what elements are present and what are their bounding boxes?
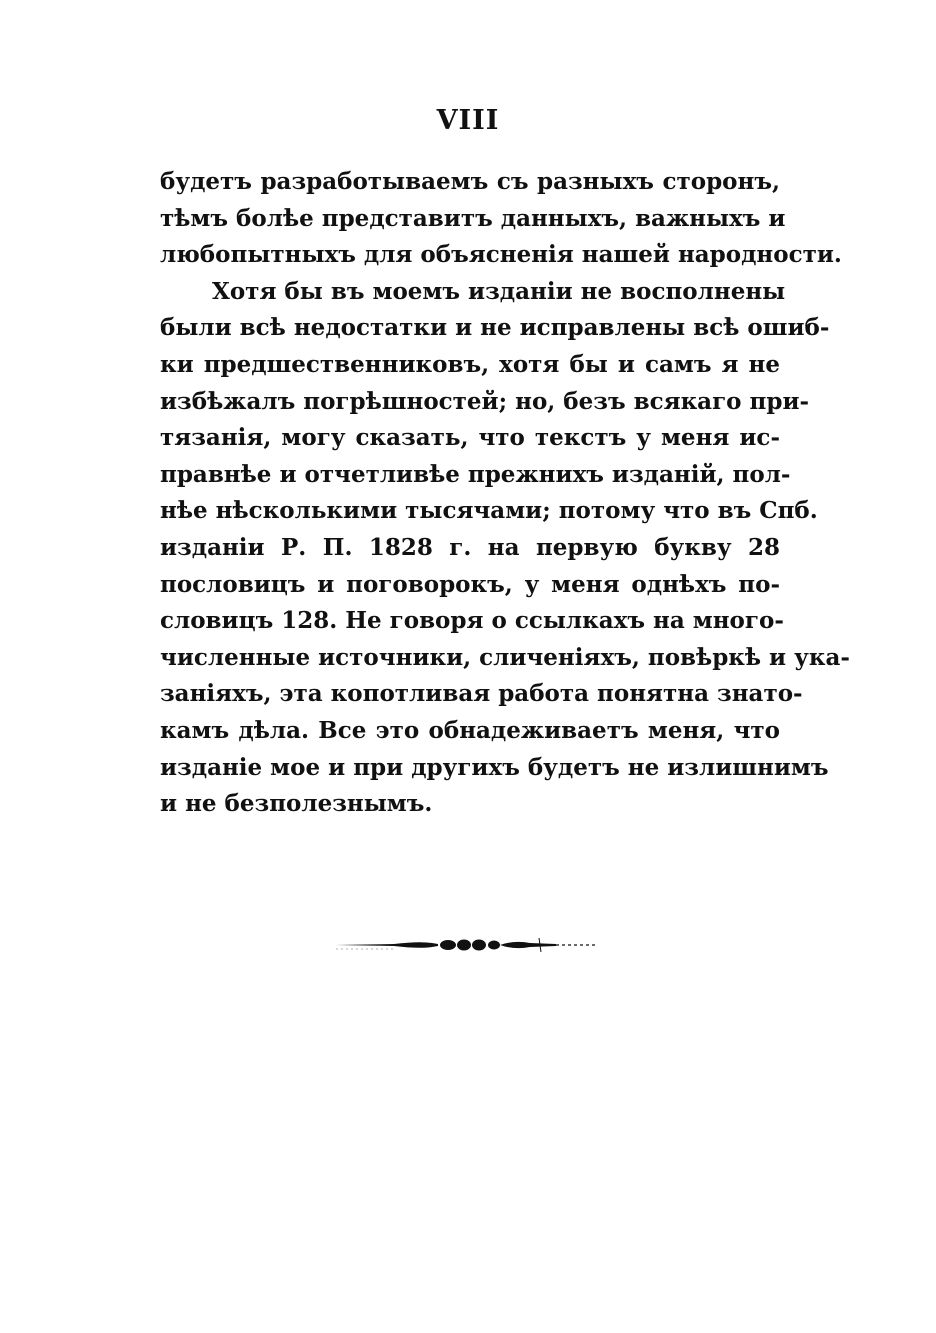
text-line: численные источники, сличеніяхъ, повѣркѣ и ука- — [160, 643, 850, 671]
text-line: камъ дѣла. Все это обнадеживаетъ меня, что — [160, 716, 780, 744]
text-line: изданіи Р. П. 1828 г. на первую букву 28 — [160, 533, 780, 561]
text-line: пословицъ и поговорокъ, у меня однѣхъ по- — [160, 570, 780, 598]
text-line: Хотя бы въ моемъ изданіи не восполнены — [212, 277, 786, 305]
text-line: нѣе нѣсколькими тысячами; потому что въ Спб. — [160, 497, 818, 525]
text-line: избѣжалъ погрѣшностей; но, безъ всякаго при- — [160, 387, 810, 415]
tailpiece-ornament — [334, 934, 600, 954]
text-line: изданіе мое и при другихъ будетъ не излишнимъ — [160, 753, 829, 781]
text-line: тѣмъ болѣе представитъ данныхъ, важныхъ и — [160, 204, 786, 232]
text-line: любопытныхъ для объясненія нашей народности. — [160, 241, 842, 269]
text-line: заніяхъ, эта копотливая работа понятна знато- — [160, 680, 803, 708]
page-number: VIII — [436, 105, 500, 136]
text-line: ки предшественниковъ, хотя бы и самъ я не — [160, 350, 780, 378]
text-line: и не безполезнымъ. — [160, 790, 433, 818]
text-line: тязанія, могу сказать, что текстъ у меня ис- — [160, 424, 780, 452]
text-line: словицъ 128. Не говоря о ссылкахъ на много- — [160, 607, 784, 635]
text-line: будетъ разработываемъ съ разныхъ сторонъ, — [160, 168, 780, 195]
body-text — [160, 164, 850, 823]
text-line: были всѣ недостатки и не исправлены всѣ ошиб- — [160, 314, 830, 342]
text-line: правнѣе и отчетливѣе прежнихъ изданій, пол- — [160, 460, 791, 488]
